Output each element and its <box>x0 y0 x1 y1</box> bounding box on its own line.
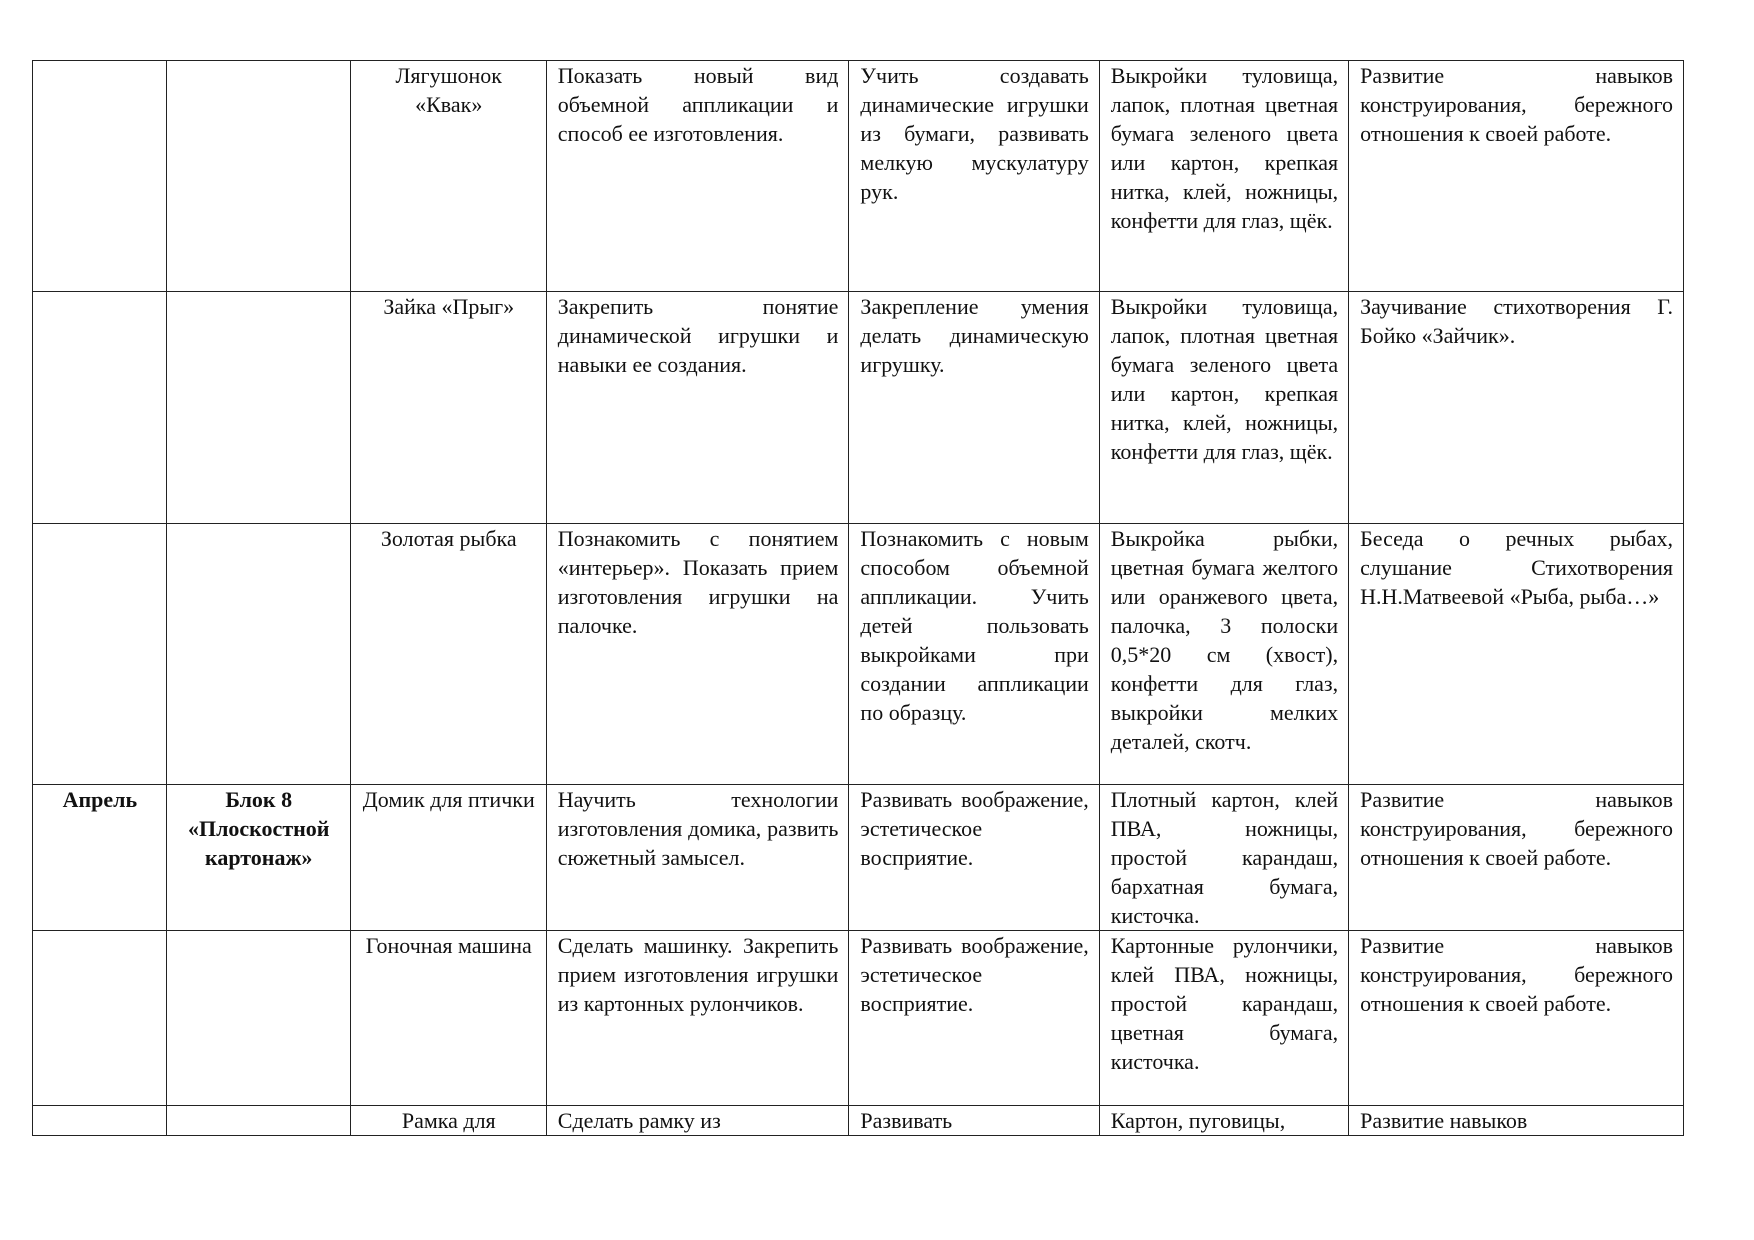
goal-cell: Закрепление умения делать динамическую игрушку. <box>849 292 1099 524</box>
work-cell: Развитие навыков конструирования, бережного отношения к своей работе. <box>1349 931 1684 1106</box>
work-cell: Развитие навыков конструирования, бережного отношения к своей работе. <box>1349 61 1684 292</box>
materials-cell: Выкройка рыбки, цветная бумага желтого или оранжевого цвета, палочка, 3 полоски 0,5*20 см (хвост), конфетти для глаз, выкройки мелких деталей, скотч. <box>1099 524 1348 785</box>
topic-cell: Гоночная машина <box>350 931 546 1106</box>
task-cell: Показать новый вид объемной аппликации и способ ее изготовления. <box>546 61 849 292</box>
table-row <box>33 292 1684 524</box>
month-cell <box>33 931 167 1106</box>
task-cell: Познакомить с понятием «интерьер». Показать прием изготовления игрушки на палочке. <box>546 524 849 785</box>
block-cell <box>166 524 350 785</box>
work-cell: Беседа о речных рыбах, слушание Стихотворения Н.Н.Матвеевой «Рыба, рыба…» <box>1349 524 1684 785</box>
task-cell: Научить технологии изготовления домика, развить сюжетный замысел. <box>546 785 849 931</box>
topic-cell: Домик для птички <box>350 785 546 931</box>
table-row <box>33 524 1684 785</box>
task-cell: Закрепить понятие динамической игрушки и навыки ее создания. <box>546 292 849 524</box>
work-cell: Развитие навыков <box>1349 1106 1684 1136</box>
goal-cell: Учить создавать динамические игрушки из бумаги, развивать мелкую мускулатуру рук. <box>849 61 1099 292</box>
block-cell <box>166 292 350 524</box>
topic-cell: Золотая рыбка <box>350 524 546 785</box>
materials-cell: Выкройки туловища, лапок, плотная цветная бумага зеленого цвета или картон, крепкая нитка, клей, ножницы, конфетти для глаз, щёк. <box>1099 61 1348 292</box>
lesson-plan-table <box>32 60 1684 1136</box>
topic-cell: Лягушонок «Квак» <box>350 61 546 292</box>
month-cell: Апрель <box>33 785 167 931</box>
work-cell: Развитие навыков конструирования, бережного отношения к своей работе. <box>1349 785 1684 931</box>
block-cell <box>166 1106 350 1136</box>
goal-cell: Развивать воображение, эстетическое восприятие. <box>849 931 1099 1106</box>
goal-cell: Познакомить с новым способом объемной аппликации. Учить детей пользовать выкройками при создании аппликации по образцу. <box>849 524 1099 785</box>
table-row <box>33 785 1684 931</box>
task-cell: Сделать машинку. Закрепить прием изготовления игрушки из картонных рулончиков. <box>546 931 849 1106</box>
topic-cell: Рамка для <box>350 1106 546 1136</box>
table-row <box>33 61 1684 292</box>
goal-cell: Развивать <box>849 1106 1099 1136</box>
work-cell: Заучивание стихотворения Г. Бойко «Зайчик». <box>1349 292 1684 524</box>
table-row <box>33 1106 1684 1136</box>
month-cell <box>33 61 167 292</box>
block-cell <box>166 931 350 1106</box>
month-cell <box>33 1106 167 1136</box>
materials-cell: Выкройки туловища, лапок, плотная цветная бумага зеленого цвета или картон, крепкая нитка, клей, ножницы, конфетти для глаз, щёк. <box>1099 292 1348 524</box>
topic-cell: Зайка «Прыг» <box>350 292 546 524</box>
table-row <box>33 931 1684 1106</box>
materials-cell: Картон, пуговицы, <box>1099 1106 1348 1136</box>
month-cell <box>33 524 167 785</box>
block-cell: Блок 8 «Плоскостной картонаж» <box>166 785 350 931</box>
materials-cell: Плотный картон, клей ПВА, ножницы, простой карандаш, бархатная бумага, кисточка. <box>1099 785 1348 931</box>
task-cell: Сделать рамку из <box>546 1106 849 1136</box>
goal-cell: Развивать воображение, эстетическое восприятие. <box>849 785 1099 931</box>
materials-cell: Картонные рулончики, клей ПВА, ножницы, простой карандаш, цветная бумага, кисточка. <box>1099 931 1348 1106</box>
month-cell <box>33 292 167 524</box>
block-cell <box>166 61 350 292</box>
